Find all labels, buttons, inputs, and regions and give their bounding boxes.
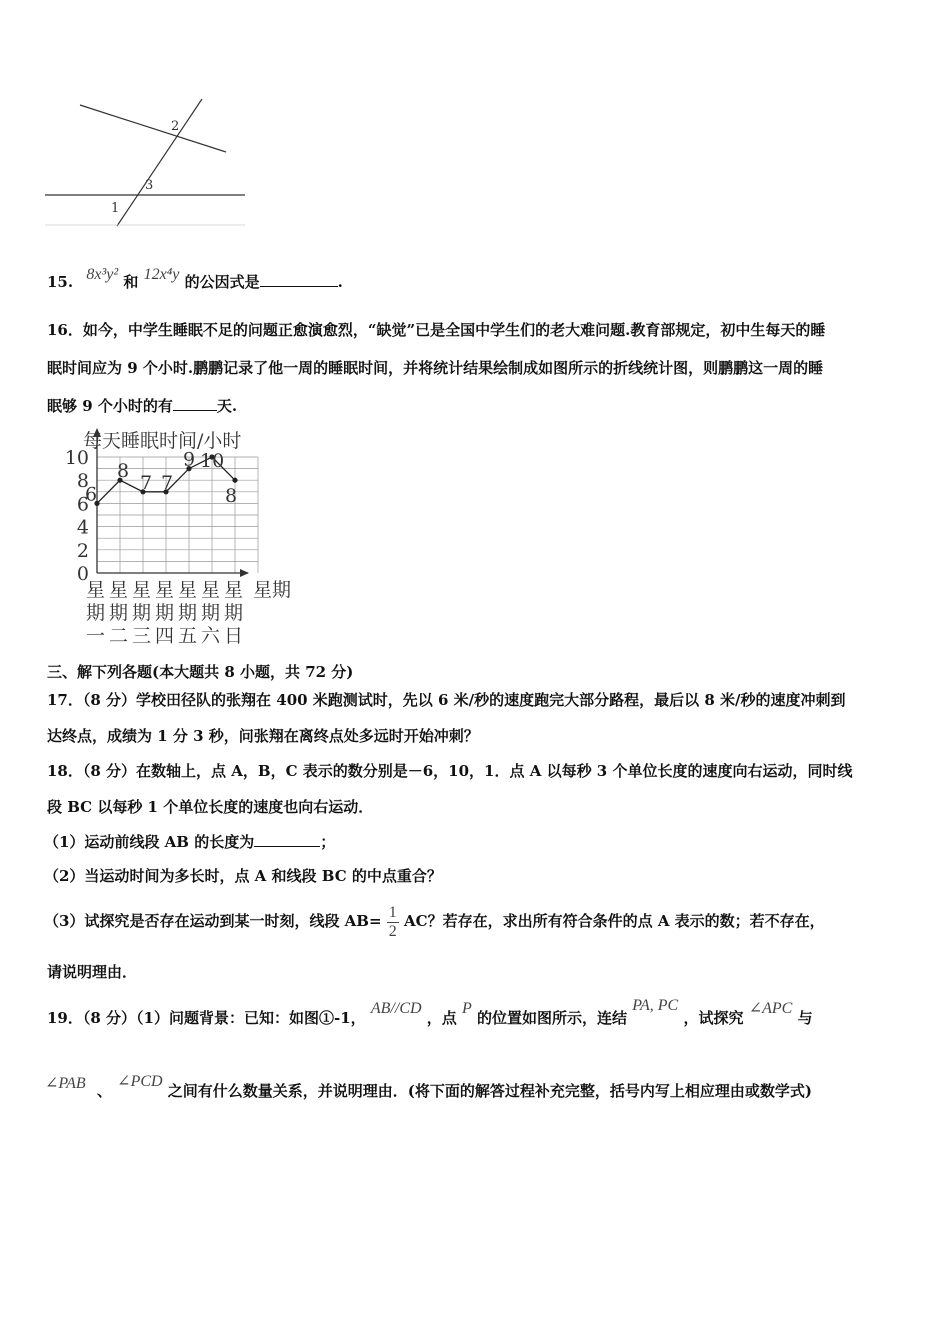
q19-part7: 之间有什么数量关系，并说明理由．(将下面的解答过程补充完整，括号内写上相应理由或数学式) (167, 1082, 812, 1100)
q18-part-3a: （3）试探究是否存在运动到某一时刻，线段 AB= (44, 912, 382, 930)
q19-line-1 (47, 997, 813, 1029)
q15-expr2: 12x⁴y (143, 266, 180, 283)
q19-m2: P (462, 1000, 472, 1017)
x-category-label: 六 (201, 625, 221, 647)
fraction-denominator: 2 (388, 922, 397, 940)
data-value-label: 9 (183, 448, 196, 471)
data-value-label: 6 (85, 483, 98, 506)
q19-part2: ，点 (426, 1009, 457, 1027)
angle-3-label: 3 (145, 178, 154, 193)
x-category-label: 二 (109, 625, 129, 647)
q19-m1: AB//CD (370, 1000, 422, 1017)
x-category-label: 期 (109, 602, 129, 624)
data-value-label: 7 (161, 471, 174, 494)
chart-x-axis-label: 星期 (253, 579, 292, 601)
q19-m6: ∠PCD (117, 1073, 163, 1090)
x-category-label: 四 (155, 625, 175, 647)
x-category-label: 期 (155, 602, 175, 624)
q15-connector: 和 (123, 273, 139, 291)
q16-line-3a: 眠够 9 个小时的有 (47, 397, 173, 415)
q15-number: 15. (47, 273, 74, 291)
q16-line-3b: 天. (216, 397, 238, 415)
x-category-label: 期 (132, 602, 152, 624)
q18-part-2: （2）当运动时间为多长时，点 A 和线段 BC 的中点重合？ (44, 867, 442, 885)
q17-line-2: 达终点，成绩为 1 分 3 秒，问张翔在离终点处多远时开始冲刺？ (47, 727, 479, 745)
angle-2-label: 2 (171, 119, 180, 134)
x-category-label: 星 (86, 579, 106, 601)
data-value-label: 10 (200, 450, 225, 472)
x-category-label: 五 (178, 625, 198, 647)
q19-part3: 的位置如图所示，连结 (477, 1009, 628, 1027)
q18-line-1: 18．（8 分）在数轴上，点 A，B，C 表示的数分别是－6，10，1．点 A 以每秒 3 个单位长度的速度向右运动，同时线 (47, 762, 853, 780)
q19-part5: 与 (797, 1009, 813, 1027)
x-category-label: 星 (155, 579, 175, 601)
q19-part6: 、 (96, 1082, 112, 1100)
y-tick-label: 2 (76, 539, 89, 562)
q16-line-3 (47, 396, 237, 416)
q19-m5: ∠PAB (45, 1075, 86, 1092)
y-tick-label: 4 (76, 516, 89, 539)
x-category-label: 星 (224, 579, 244, 601)
x-category-label: 星 (132, 579, 152, 601)
q19-line-2 (45, 1073, 812, 1102)
q18-part-1-text: （1）运动前线段 AB 的长度为 (44, 833, 255, 851)
q17-line-1: 17．（8 分）学校田径队的张翔在 400 米跑测试时，先以 6 米/秒的速度跑完大部分路程，最后以 8 米/秒的速度冲刺到 (47, 691, 846, 709)
q15-answer-blank[interactable] (260, 272, 338, 287)
chart-x-category-labels (86, 579, 243, 647)
x-category-label: 期 (201, 602, 221, 624)
q19-part4: ，试探究 (683, 1009, 744, 1027)
data-value-label: 8 (117, 460, 130, 483)
q18-part-3b: AC？若存在，求出所有符合条件的点 A 表示的数；若不存在， (404, 912, 825, 930)
q15-expr1: 8x³y² (86, 266, 119, 283)
q16-answer-blank[interactable] (173, 396, 217, 411)
x-category-label: 星 (178, 579, 198, 601)
x-category-label: 期 (86, 602, 106, 624)
x-category-label: 一 (86, 625, 106, 647)
q15-end: . (337, 273, 343, 291)
x-category-label: 星 (201, 579, 221, 601)
chart-series (85, 449, 238, 508)
y-tick-label: 10 (64, 447, 89, 469)
upper-line (80, 105, 226, 152)
question-15 (47, 266, 343, 293)
x-category-label: 三 (132, 625, 152, 647)
q18-part-1-end: ； (320, 833, 336, 851)
q19-m3: PA, PC (632, 997, 679, 1014)
q15-text: 的公因式是 (184, 273, 260, 291)
q18-line-2: 段 BC 以每秒 1 个单位长度的速度也向右运动． (47, 798, 374, 816)
transversal-line (117, 99, 202, 226)
x-category-label: 日 (224, 625, 244, 647)
x-category-label: 星 (109, 579, 129, 601)
sleep-line-chart (40, 425, 310, 650)
x-category-label: 期 (224, 602, 244, 624)
chart-y-axis-label: 每天睡眠时间/小时 (83, 430, 242, 452)
one-half-fraction (387, 904, 399, 941)
parallel-lines-figure (40, 95, 255, 230)
y-tick-label: 6 (76, 493, 89, 516)
chart-y-tick-labels (65, 447, 89, 585)
y-tick-label: 8 (76, 470, 89, 493)
data-value-label: 7 (140, 471, 153, 494)
q16-line-2: 眠时间应为 9 个小时.鹏鹏记录了他一周的睡眠时间，并将统计结果绘制成如图所示的折线统计图，则鹏鹏这一周的睡 (47, 359, 824, 377)
fraction-numerator: 1 (388, 903, 397, 921)
data-value-label: 8 (225, 485, 238, 508)
q18-part-3c: 请说明理由． (47, 963, 138, 981)
q19-m4: ∠APC (748, 1000, 793, 1017)
q18-part-1 (44, 832, 335, 852)
data-point (232, 478, 237, 483)
section-3-title: 三、解下列各题(本大题共 8 小题，共 72 分) (47, 663, 354, 681)
y-tick-label: 0 (76, 563, 89, 585)
x-category-label: 期 (178, 602, 198, 624)
q16-line-1: 16．如今，中学生睡眠不足的问题正愈演愈烈，“缺觉”已是全国中学生们的老大难问题.教育部规定，初中生每天的睡 (47, 321, 826, 339)
q18-answer-blank[interactable] (254, 832, 320, 847)
x-axis-arrow (240, 569, 249, 577)
q19-part1: 19．（8 分）（1）问题背景：已知：如图①-1， (47, 1009, 366, 1027)
angle-1-label: 1 (111, 201, 120, 216)
q18-part-3 (44, 902, 825, 941)
